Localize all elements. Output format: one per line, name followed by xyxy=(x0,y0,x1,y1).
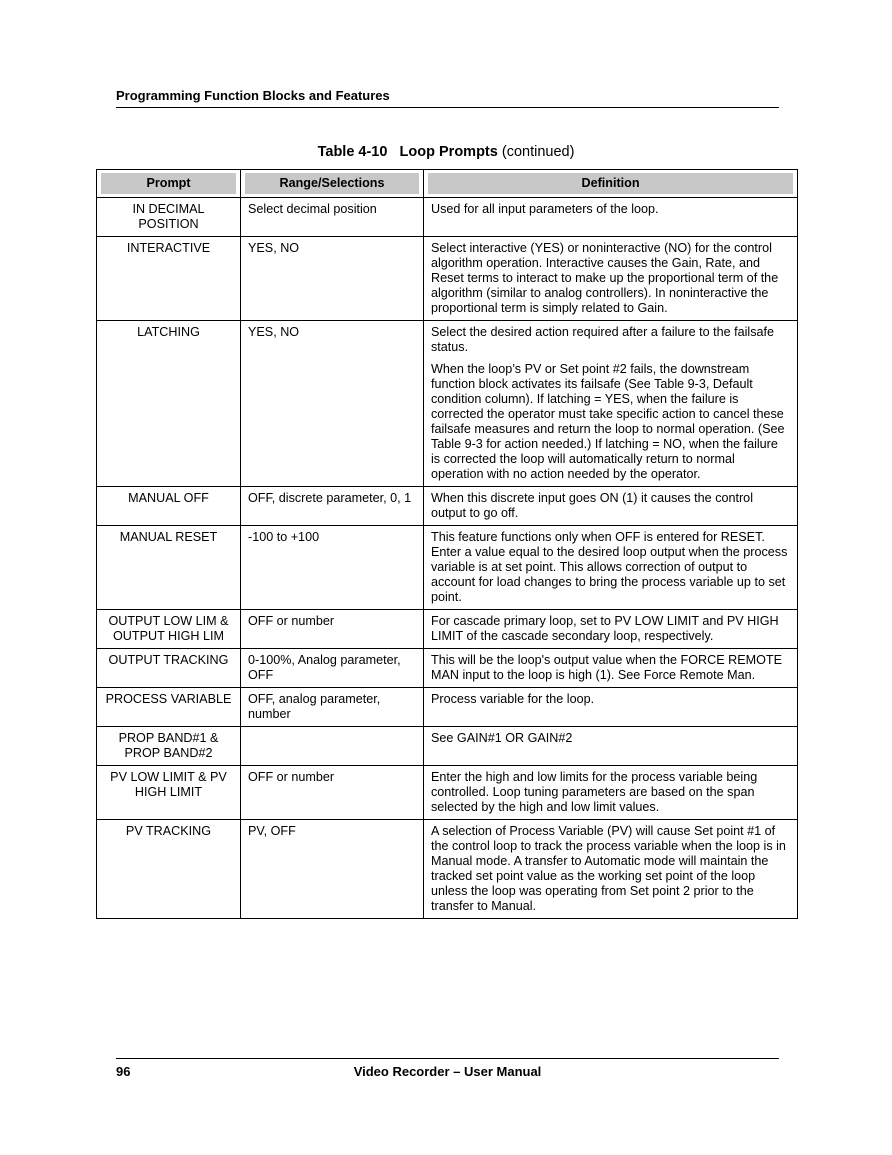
table-title: Loop Prompts xyxy=(399,144,498,160)
range-cell: OFF or number xyxy=(241,610,424,649)
prompt-cell: PROCESS VARIABLE xyxy=(97,688,241,727)
prompt-cell: LATCHING xyxy=(97,321,241,487)
document-title: Video Recorder – User Manual xyxy=(353,1064,542,1079)
definition-paragraph: Select the desired action required after a failure to the failsafe status. xyxy=(431,325,775,354)
definition-paragraph: For cascade primary loop, set to PV LOW LIMIT and PV HIGH LIMIT of the cascade secondary loop, respectively. xyxy=(431,614,779,643)
table-row xyxy=(97,766,798,820)
table-row xyxy=(97,198,798,237)
definition-cell xyxy=(424,610,798,649)
prompt-cell: PV TRACKING xyxy=(97,820,241,919)
definition-paragraph: See GAIN#1 OR GAIN#2 xyxy=(431,731,573,745)
range-cell: OFF, analog parameter, number xyxy=(241,688,424,727)
definition-cell xyxy=(424,487,798,526)
definition-paragraph: Used for all input parameters of the loop. xyxy=(431,202,659,216)
table-row xyxy=(97,321,798,487)
table-row xyxy=(97,649,798,688)
definition-cell xyxy=(424,727,798,766)
definition-paragraph: This will be the loop's output value when the FORCE REMOTE MAN input to the loop is high (1). See Force Remote Man. xyxy=(431,653,782,682)
range-cell xyxy=(241,727,424,766)
table-row xyxy=(97,688,798,727)
table-caption xyxy=(0,144,892,160)
definition-cell xyxy=(424,766,798,820)
definition-paragraph: Select interactive (YES) or noninteractive (NO) for the control algorithm operation. Interactive causes the Gain, Rate, and Reset terms to interact to make up the proportional term of the algorithm (similar to analog controllers). In noninteractive the proportional term is simply related to Gain. xyxy=(431,241,779,315)
definition-cell xyxy=(424,649,798,688)
table-row xyxy=(97,820,798,919)
prompt-cell: OUTPUT LOW LIM & OUTPUT HIGH LIM xyxy=(97,610,241,649)
range-cell: PV, OFF xyxy=(241,820,424,919)
range-cell: 0-100%, Analog parameter, OFF xyxy=(241,649,424,688)
definition-paragraph: A selection of Process Variable (PV) will cause Set point #1 of the control loop to track the process variable when the loop is in Manual mode. A transfer to Automatic mode will maintain the tracked set point value as the working set point of the loop unless the loop was operating from Set point 2 prior to the transfer to Manual. xyxy=(431,824,786,913)
table-number: Table 4-10 xyxy=(317,144,388,160)
prompt-cell: PV LOW LIMIT & PV HIGH LIMIT xyxy=(97,766,241,820)
prompt-cell: PROP BAND#1 & PROP BAND#2 xyxy=(97,727,241,766)
range-cell: Select decimal position xyxy=(241,198,424,237)
prompt-cell: OUTPUT TRACKING xyxy=(97,649,241,688)
definition-paragraph: Enter the high and low limits for the process variable being controlled. Loop tuning parameters are based on the span selected by the high and low limit values. xyxy=(431,770,758,814)
running-header: Programming Function Blocks and Features xyxy=(116,88,779,108)
definition-paragraph: Process variable for the loop. xyxy=(431,692,595,706)
definition-paragraph: When the loop’s PV or Set point #2 fails, the downstream function block activates its failsafe (See Table 9-3, Default condition column). If latching = YES, when the failure is corrected the operator must take specific action to cancel these failsafe measures and return the loop to normal operation. (See Table 9-3 for action needed.) If latching = NO, when the failure is corrected the loop will automatically return to normal operation with no action needed by the operator. xyxy=(431,362,785,481)
definition-cell xyxy=(424,237,798,321)
column-header-range: Range/Selections xyxy=(241,170,424,198)
range-cell: OFF or number xyxy=(241,766,424,820)
range-cell: YES, NO xyxy=(241,321,424,487)
prompt-cell: IN DECIMAL POSITION xyxy=(97,198,241,237)
range-cell: -100 to +100 xyxy=(241,526,424,610)
table-row xyxy=(97,526,798,610)
prompt-cell: MANUAL RESET xyxy=(97,526,241,610)
table-row xyxy=(97,487,798,526)
table-header-row xyxy=(97,170,798,198)
range-cell: OFF, discrete parameter, 0, 1 xyxy=(241,487,424,526)
definition-paragraph: When this discrete input goes ON (1) it causes the control output to go off. xyxy=(431,491,753,520)
definition-cell xyxy=(424,198,798,237)
prompt-cell: INTERACTIVE xyxy=(97,237,241,321)
table-row xyxy=(97,727,798,766)
range-cell: YES, NO xyxy=(241,237,424,321)
column-header-prompt: Prompt xyxy=(97,170,241,198)
definition-cell xyxy=(424,688,798,727)
definition-cell xyxy=(424,820,798,919)
page-number: 96 xyxy=(116,1064,131,1079)
loop-prompts-table xyxy=(96,169,798,919)
definition-cell xyxy=(424,321,798,487)
table-row xyxy=(97,237,798,321)
table-continued: (continued) xyxy=(501,144,575,160)
definition-cell xyxy=(424,526,798,610)
page-footer xyxy=(116,1058,779,1079)
column-header-definition: Definition xyxy=(424,170,798,198)
table-row xyxy=(97,610,798,649)
definition-paragraph: This feature functions only when OFF is entered for RESET. Enter a value equal to the desired loop output when the process variable is at set point. This allows correction of output to account for load changes to bring the process variable up to set point. xyxy=(431,530,788,604)
prompt-cell: MANUAL OFF xyxy=(97,487,241,526)
